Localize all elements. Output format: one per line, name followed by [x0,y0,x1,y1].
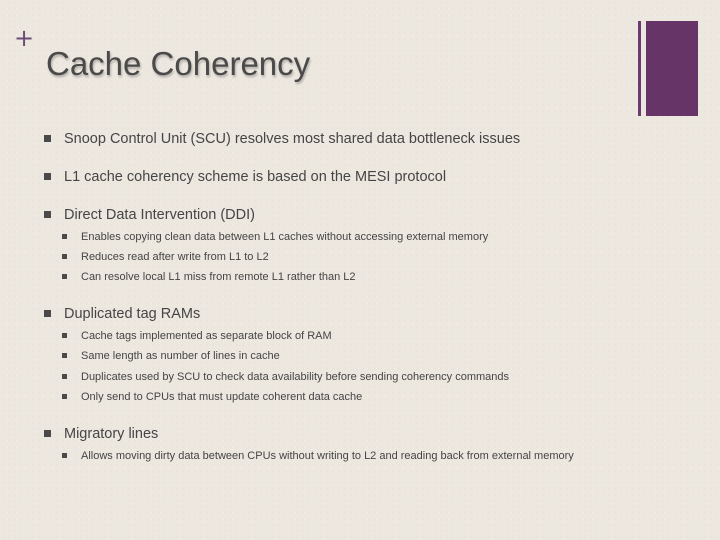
square-bullet-icon [44,310,51,317]
sub-bullet-text: Only send to CPUs that must update coherent data cache [81,391,363,403]
square-bullet-icon [44,430,51,437]
plus-icon: + [14,24,35,52]
square-bullet-icon [62,394,67,399]
sub-bullet-text: Enables copying clean data between L1 caches without accessing external memory [81,231,489,243]
bullet-text: Migratory lines [64,426,159,442]
sub-bullet-text: Duplicates used by SCU to check data availability before sending coherency commands [81,371,510,383]
sub-bullet-text: Same length as number of lines in cache [81,350,280,362]
square-bullet-icon [62,234,67,239]
sub-bullet-text: Can resolve local L1 miss from remote L1 rather than L2 [81,271,356,283]
square-bullet-icon [62,333,67,338]
square-bullet-icon [62,353,67,358]
slide-title: Cache Coherency [46,45,311,82]
square-bullet-icon [62,274,67,279]
square-bullet-icon [44,211,51,218]
square-bullet-icon [62,374,67,379]
square-bullet-icon [44,135,51,142]
bullet-text: Direct Data Intervention (DDI) [64,207,255,223]
square-bullet-icon [62,453,67,458]
bullet-text: Snoop Control Unit (SCU) resolves most shared data bottleneck issues [64,131,521,147]
square-bullet-icon [62,254,67,259]
square-bullet-icon [44,173,51,180]
bullet-text: Duplicated tag RAMs [64,306,201,322]
sub-bullet-text: Reduces read after write from L1 to L2 [81,251,269,263]
sub-bullet-text: Cache tags implemented as separate block of RAM [81,330,332,342]
sub-bullet-text: Allows moving dirty data between CPUs without writing to L2 and reading back from external memory [81,450,574,462]
bullet-text: L1 cache coherency scheme is based on the MESI protocol [64,169,447,185]
